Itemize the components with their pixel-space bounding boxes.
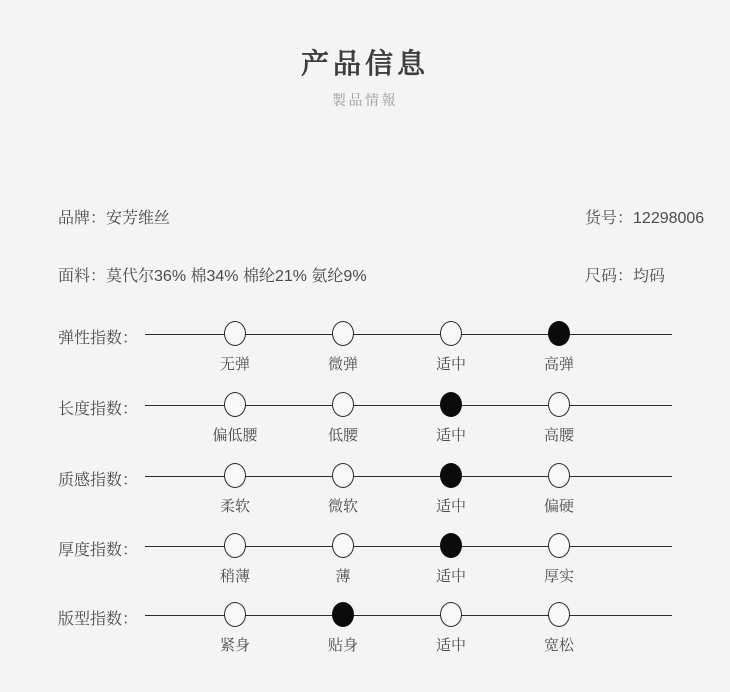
scale-node <box>224 463 246 488</box>
scale-node <box>224 533 246 558</box>
scale-node-label: 适中 <box>435 637 466 654</box>
scale-node <box>332 533 354 558</box>
scale-node <box>332 463 354 488</box>
index-row-fit <box>0 598 730 668</box>
scale-node <box>548 463 570 488</box>
index-row-length <box>0 388 730 458</box>
page-title: 产品信息 <box>300 48 429 79</box>
scale-node <box>548 392 570 417</box>
size-row <box>585 263 665 286</box>
brand-label: 品牌： <box>58 210 107 227</box>
scale-node <box>332 392 354 417</box>
index-row-label: 版型指数： <box>58 611 139 628</box>
scale-node <box>440 321 462 346</box>
scale-node-label: 稍薄 <box>219 568 250 585</box>
scale-node <box>548 321 570 346</box>
scale-node-label: 高弹 <box>543 356 574 373</box>
fabric-label: 面料： <box>58 268 107 285</box>
scale-node-label: 适中 <box>435 427 466 444</box>
scale-node-label: 适中 <box>435 498 466 515</box>
item-number-row <box>585 205 704 228</box>
item-number-value: 12298006 <box>633 210 705 227</box>
page-subtitle: 製品情報 <box>332 92 398 108</box>
scale-node-label: 偏硬 <box>543 498 574 515</box>
scale-node <box>224 392 246 417</box>
brand-value: 安芳维丝 <box>106 210 171 227</box>
fabric-row <box>58 263 367 286</box>
scale-node <box>332 602 354 627</box>
scale-node <box>224 321 246 346</box>
index-row-label: 长度指数： <box>58 401 139 418</box>
scale-node-label: 高腰 <box>543 427 574 444</box>
scale-node-label: 低腰 <box>327 427 358 444</box>
scale-node-label: 柔软 <box>219 498 250 515</box>
size-label: 尺码： <box>585 268 634 285</box>
scale-node <box>548 533 570 558</box>
scale-node <box>548 602 570 627</box>
fabric-value: 莫代尔36% 棉34% 棉纶21% 氨纶9% <box>106 268 367 285</box>
size-value: 均码 <box>633 268 666 285</box>
scale-node-label: 薄 <box>335 568 351 585</box>
brand-row <box>58 205 170 228</box>
scale-node <box>440 463 462 488</box>
scale-node <box>332 321 354 346</box>
scale-node-label: 偏低腰 <box>212 427 258 444</box>
scale-node-label: 宽松 <box>543 637 574 654</box>
scale-node <box>224 602 246 627</box>
scale-node-label: 微软 <box>327 498 358 515</box>
scale-node-label: 适中 <box>435 356 466 373</box>
scale-node-label: 厚实 <box>543 568 574 585</box>
scale-node <box>440 602 462 627</box>
scale-node <box>440 533 462 558</box>
index-row-label: 质感指数： <box>58 472 139 489</box>
index-row-elasticity <box>0 317 730 387</box>
index-row-texture <box>0 459 730 529</box>
scale-node-label: 无弹 <box>219 356 250 373</box>
scale-node-label: 适中 <box>435 568 466 585</box>
index-row-label: 厚度指数： <box>58 542 139 559</box>
scale-node-label: 微弹 <box>327 356 358 373</box>
scale-node-label: 紧身 <box>219 637 250 654</box>
scale-node <box>440 392 462 417</box>
item-number-label: 货号： <box>585 210 634 227</box>
index-row-label: 弹性指数： <box>58 330 139 347</box>
scale-node-label: 贴身 <box>327 637 358 654</box>
index-row-thickness <box>0 529 730 599</box>
